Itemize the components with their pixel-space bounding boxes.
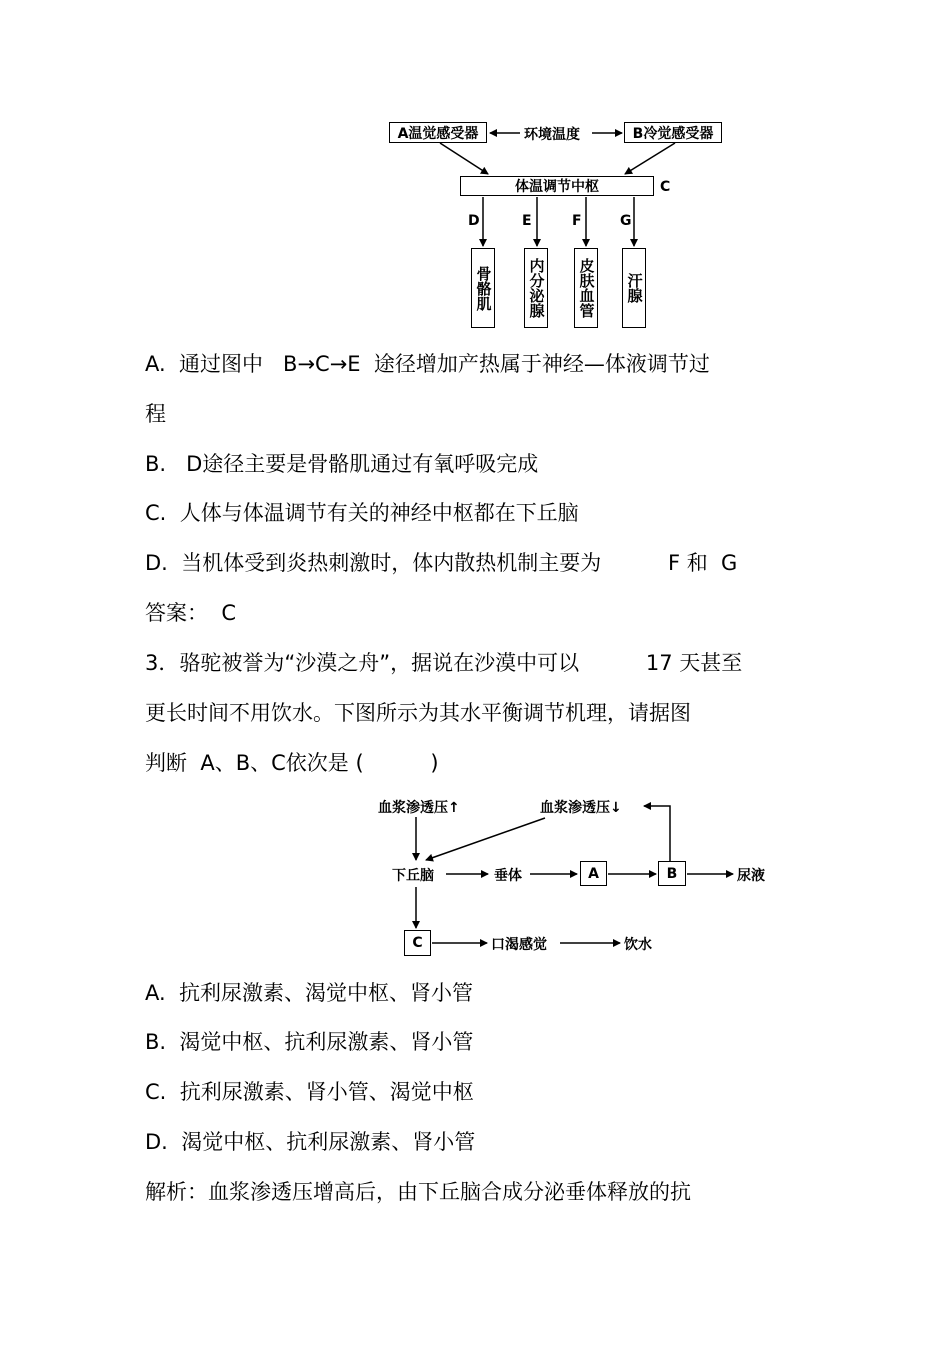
effector-endocrine-gland: 内分泌腺 [524,248,548,328]
center-label-c: C [660,179,671,195]
thermoregulation-center-box: 体温调节中枢 [460,176,654,196]
effector-skeletal-muscle: 骨骼肌 [471,248,495,328]
q3-option-d: D. 渴觉中枢、抗利尿激素、肾小管 [145,1130,476,1154]
q2-option-b: B. D途径主要是骨骼肌通过有氧呼吸完成 [145,452,539,476]
q2-option-d: D. 当机体受到炎热刺激时，体内散热机制主要为 F 和 G [145,551,738,575]
q3-option-c: C. 抗利尿激素、肾小管、渴觉中枢 [145,1080,474,1104]
plasma-osmotic-up-label: 血浆渗透压↑ [378,800,460,816]
environment-temperature-label: 环境温度 [524,127,580,143]
q3-analysis: 解析：血浆渗透压增高后，由下丘脑合成分泌垂体释放的抗 [145,1180,691,1204]
thirst-label: 口渴感觉 [491,937,547,953]
box-a: A [580,861,607,886]
q3-stem-line3: 判断 A、B、C依次是 ( ) [145,751,439,775]
q3-option-b: B. 渴觉中枢、抗利尿激素、肾小管 [145,1030,474,1054]
path-label-d: D [468,213,480,229]
q3-stem-line2: 更长时间不用饮水。下图所示为其水平衡调节机理，请据图 [145,701,691,725]
q2-option-a-line2: 程 [145,402,166,426]
warm-receptor-box: A温觉感受器 [389,122,487,143]
q2-option-c: C. 人体与体温调节有关的神经中枢都在下丘脑 [145,501,579,525]
cold-receptor-box: B冷觉感受器 [624,122,722,143]
q2-answer: 答案： C [145,601,237,625]
pituitary-label: 垂体 [494,868,522,884]
plasma-osmotic-down-label: 血浆渗透压↓ [540,800,622,816]
box-b: B [658,861,686,886]
q3-option-a: A. 抗利尿激素、渴觉中枢、肾小管 [145,981,474,1005]
effector-skin-vessels: 皮肤血管 [574,248,598,328]
hypothalamus-label: 下丘脑 [392,868,434,884]
effector-sweat-gland: 汗腺 [622,248,646,328]
path-label-g: G [620,213,632,229]
box-c: C [404,930,431,956]
q2-option-a-line1: A. 通过图中 B→C→E 途径增加产热属于神经—体液调节过 [145,352,710,376]
urine-label: 尿液 [737,868,765,884]
path-label-f: F [572,213,582,229]
drink-water-label: 饮水 [624,937,652,953]
path-label-e: E [522,213,532,229]
q3-stem-line1: 3．骆驼被誉为“沙漠之舟”，据说在沙漠中可以 17 天甚至 [145,651,743,675]
